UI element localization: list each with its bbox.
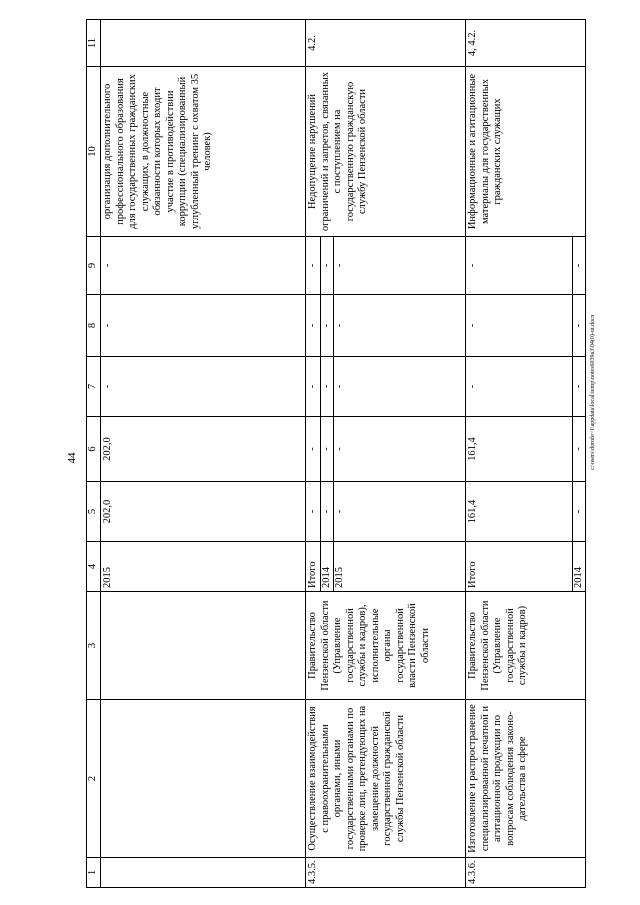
page-number: 44 [66, 452, 78, 464]
cell-federal: - - [466, 357, 586, 417]
cell-number [101, 858, 306, 888]
cell-local: - - - [306, 295, 466, 357]
cell-activity [101, 700, 306, 858]
col-header: 2 [87, 700, 101, 858]
col-header: 5 [87, 482, 101, 542]
cell-result: организация дополнительного профессионального образования для государственных гражданских служащих, в должностные обязанности которых входит участие в противодействии коррупции (специализированный углубленный тренинг с охватом 35 человек) [101, 67, 306, 237]
cell-executor: Правительство Пензенской области (Управление государственной службы и кадров) [466, 592, 586, 700]
col-header: 11 [87, 20, 101, 67]
cell-year: Итого 2014 2015 [306, 542, 466, 592]
cell-local: - [101, 295, 306, 357]
cell-activity: Осуществление взаимодействия с правоохранительными органами, иными государственными органами по проверке лиц, претендующих на замещение должностей государственной гражданской службы Пензенской области [306, 700, 466, 858]
col-header: 8 [87, 295, 101, 357]
cell-total: - - - [306, 482, 466, 542]
cell-executor: Правительство Пензенской области (Управление государственной службы и кадров), исполнительные органы государственной власти Пензенской области [306, 592, 466, 700]
rotated-document [86, 20, 586, 888]
cell-indicator: 4.2. [306, 20, 466, 67]
footer-file-path: c:\users\dorofe~1\appdata\local\temp\notes6039a3\04(0)-ut.docx [590, 314, 596, 470]
col-header: 1 [87, 858, 101, 888]
table-row [306, 20, 466, 888]
cell-regional: 202,0 [101, 417, 306, 482]
cell-year: Итого 2014 [466, 542, 586, 592]
cell-regional: 161,4 - [466, 417, 586, 482]
col-header: 10 [87, 67, 101, 237]
cell-federal: - [101, 357, 306, 417]
cell-regional: - - - [306, 417, 466, 482]
col-header: 7 [87, 357, 101, 417]
program-table [86, 19, 586, 888]
cell-extra: - - [466, 237, 586, 295]
cell-result: Информационные и агитационные материалы для государственных гражданских служащих [466, 67, 586, 237]
cell-indicator [101, 20, 306, 67]
cell-total: 161,4 - [466, 482, 586, 542]
cell-federal: - - - [306, 357, 466, 417]
cell-executor [101, 592, 306, 700]
cell-number: 4.3.6. [466, 858, 586, 888]
col-header: 4 [87, 542, 101, 592]
cell-number: 4.3.5. [306, 858, 466, 888]
cell-total: 202,0 [101, 482, 306, 542]
cell-extra: - - - [306, 237, 466, 295]
table-row [466, 20, 586, 888]
cell-year: 2015 [101, 542, 306, 592]
cell-local: - - [466, 295, 586, 357]
col-header: 3 [87, 592, 101, 700]
table-row [101, 20, 306, 888]
col-header: 6 [87, 417, 101, 482]
col-header: 9 [87, 237, 101, 295]
cell-result: Недопущение нарушений ограничений и запретов, связанных с поступлением на государственную гражданскую службу Пензенской области [306, 67, 466, 237]
cell-indicator: 4, 4.2. [466, 20, 586, 67]
cell-activity: Изготовление и распространение специализированной печатной и агитационной продукции по вопросам соблюдения законо-дательства в сфере [466, 700, 586, 858]
cell-extra: - [101, 237, 306, 295]
header-row [87, 20, 101, 888]
